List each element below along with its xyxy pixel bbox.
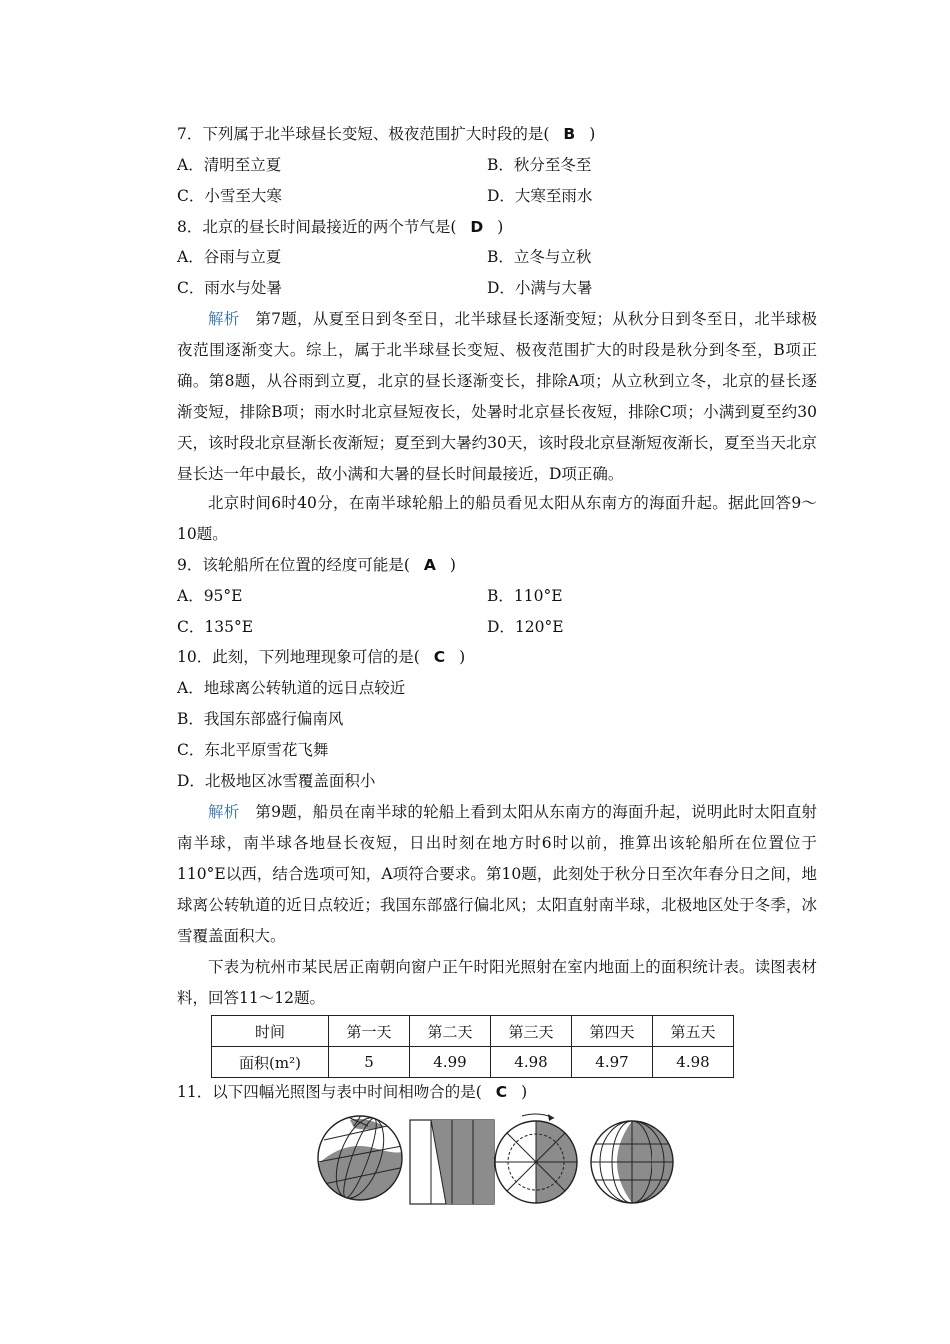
- q9-option-b: B．110°E: [487, 587, 563, 605]
- q9-option-c: C．135°E: [177, 618, 254, 636]
- question-9: 9．该轮船所在位置的经度可能是( A ): [177, 556, 456, 574]
- q9-option-d: D．120°E: [487, 618, 564, 636]
- answer-10: C: [433, 648, 446, 666]
- answer-7: B: [563, 125, 576, 143]
- table-cell: 4.98: [653, 1047, 734, 1078]
- q10-option-c: C．东北平原雪花飞舞: [177, 741, 329, 759]
- area-table: [211, 1015, 734, 1078]
- table-header: 时间: [212, 1016, 329, 1047]
- q7-option-c: C．小雪至大寒: [177, 187, 282, 205]
- answer-8: D: [470, 218, 484, 236]
- analysis-label: 解析: [208, 803, 240, 821]
- table-header: 第二天: [410, 1016, 491, 1047]
- q7-option-d: D．大寒至雨水: [487, 187, 593, 205]
- table-cell: 4.99: [410, 1047, 491, 1078]
- table-cell: 4.97: [572, 1047, 653, 1078]
- globe-figure-4: [591, 1121, 673, 1203]
- table-row: [212, 1047, 734, 1078]
- q10-option-b: B．我国东部盛行偏南风: [177, 710, 344, 728]
- table-header: 第三天: [491, 1016, 572, 1047]
- question-7: 7．下列属于北半球昼长变短、极夜范围扩大时段的是( B ): [177, 125, 596, 143]
- table-header: 第四天: [572, 1016, 653, 1047]
- answer-11: C: [495, 1083, 508, 1101]
- q10-option-a: A．地球离公转轨道的远日点较近: [177, 679, 406, 697]
- table-header-row: [212, 1016, 734, 1047]
- q10-option-d: D．北极地区冰雪覆盖面积小: [177, 772, 376, 790]
- globe-figure-1: [318, 1112, 402, 1208]
- intro-9-10: 北京时间6时40分，在南半球轮船上的船员看见太阳从东南方的海面升起。据此回答9～10题。: [177, 494, 817, 543]
- table-header: 第一天: [329, 1016, 410, 1047]
- q7-option-b: B．秋分至冬至: [487, 156, 592, 174]
- q8-option-d: D．小满与大暑: [487, 279, 593, 297]
- q8-option-c: C．雨水与处暑: [177, 279, 282, 297]
- polar-figure-3: [495, 1114, 577, 1203]
- analysis-7-8: 解析 第7题，从夏至日到冬至日，北半球昼长逐渐变短；从秋分日到冬至日，北半球极夜范围逐渐变大。综上，属于北半球昼长变短、极夜范围扩大的时段是秋分到冬至，B项正确。第8题，从谷雨到立夏，北京的昼长逐渐变长，排除A项；从立秋到立冬，北京的昼长逐渐变短，排除B项；雨水时北京昼短夜长，处暑时北京昼长夜短，排除C项；小满到夏至约30天，该时段北京昼渐长夜渐短；夏至到大暑约30天，该时段北京昼渐短夜渐长，夏至当天北京昼长达一年中最长，故小满和大暑的昼长时间最接近，D项正确。: [177, 310, 817, 483]
- table-cell: 5: [329, 1047, 410, 1078]
- q8-option-b: B．立冬与立秋: [487, 248, 592, 266]
- table-header: 第五天: [653, 1016, 734, 1047]
- analysis-label: 解析: [208, 310, 240, 328]
- table-row-label: 面积(m²): [212, 1047, 329, 1078]
- rectangle-figure-2: [410, 1120, 494, 1204]
- q8-option-a: A．谷雨与立夏: [177, 248, 282, 266]
- q7-option-a: A．清明至立夏: [177, 156, 282, 174]
- question-11: 11．以下四幅光照图与表中时间相吻合的是( C ): [177, 1083, 528, 1101]
- table-cell: 4.98: [491, 1047, 572, 1078]
- illumination-figures: [314, 1112, 734, 1208]
- q9-option-a: A．95°E: [177, 587, 243, 605]
- analysis-9-10: 解析 第9题，船员在南半球的轮船上看到太阳从东南方的海面升起，说明此时太阳直射南半球，南半球各地昼长夜短，日出时刻在地方时6时以前，推算出该轮船所在位置位于110°E以西，结合选项可知，A项符合要求。第10题，此刻处于秋分日至次年春分日之间，地球离公转轨道的近日点较近；我国东部盛行偏北风；太阳直射南半球，北极地区处于冬季，冰雪覆盖面积大。: [177, 803, 817, 945]
- question-10: 10．此刻，下列地理现象可信的是( C ): [177, 648, 466, 666]
- answer-9: A: [423, 556, 436, 574]
- question-8: 8．北京的昼长时间最接近的两个节气是( D ): [177, 218, 504, 236]
- intro-11-12: 下表为杭州市某民居正南朝向窗户正午时阳光照射在室内地面上的面积统计表。读图表材料，回答11～12题。: [177, 958, 817, 1007]
